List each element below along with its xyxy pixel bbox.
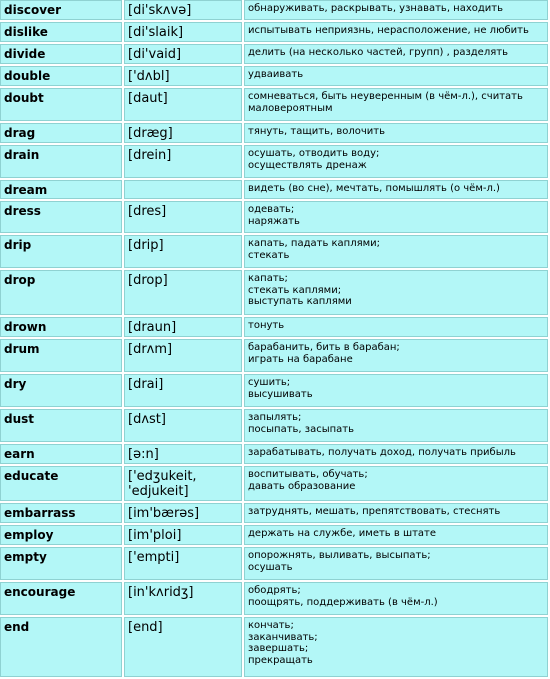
transcription-cell: [dres] (124, 201, 242, 233)
word-cell: encourage (0, 582, 122, 615)
word-cell: drip (0, 235, 122, 268)
transcription-cell: [drein] (124, 145, 242, 178)
translation-cell (244, 44, 548, 64)
table-row (0, 22, 548, 42)
translation-cell (244, 466, 548, 501)
translation-line: воспитывать, обучать; (248, 469, 368, 480)
transcription-cell: ['dʌbl] (124, 66, 242, 86)
translation-line: выступать каплями (248, 296, 352, 307)
word-cell: discover (0, 0, 122, 20)
translation-cell (244, 525, 548, 545)
translation-cell (244, 201, 548, 233)
word-cell: educate (0, 466, 122, 501)
word-cell: dust (0, 409, 122, 442)
table-row (0, 466, 548, 501)
translation-cell (244, 409, 548, 442)
table-row (0, 317, 548, 337)
transcription-line: ['edʒukeit, (128, 469, 197, 484)
translation-line: зарабатывать, получать доход, получать прибыль (248, 447, 516, 458)
transcription-cell: [ə:n] (124, 444, 242, 464)
word-cell: employ (0, 525, 122, 545)
transcription-cell (124, 180, 242, 199)
transcription-cell: [di'skʌvə] (124, 0, 242, 20)
translation-line: поощрять, поддерживать (в чём-л.) (248, 596, 438, 608)
translation-cell (244, 547, 548, 580)
transcription-cell: [im'bærəs] (124, 503, 242, 523)
translation-cell (244, 582, 548, 615)
table-row (0, 66, 548, 86)
translation-line: завершать; (248, 643, 309, 654)
word-cell: embarrass (0, 503, 122, 523)
word-cell: drag (0, 123, 122, 143)
table-row (0, 201, 548, 233)
translation-cell (244, 0, 548, 20)
translation-line: капать, падать каплями; (248, 238, 381, 249)
translation-line: осушать, отводить воду; (248, 148, 380, 159)
translation-cell (244, 180, 548, 199)
translation-cell (244, 270, 548, 315)
word-cell: double (0, 66, 122, 86)
word-cell: divide (0, 44, 122, 64)
translation-line: испытывать неприязнь, нерасположение, не любить (248, 25, 529, 36)
transcription-cell: [drai] (124, 374, 242, 407)
transcription-cell: [drip] (124, 235, 242, 268)
translation-line: затруднять, мешать, препятствовать, стеснять (248, 506, 501, 517)
word-cell: end (0, 617, 122, 677)
transcription-line: 'edjukeit] (128, 484, 189, 499)
table-row (0, 503, 548, 523)
transcription-cell: ['empti] (124, 547, 242, 580)
transcription-cell (124, 466, 242, 501)
transcription-cell: [draun] (124, 317, 242, 337)
translation-cell (244, 444, 548, 464)
translation-line: опорожнять, выливать, высыпать; (248, 550, 431, 561)
transcription-cell: [dʌst] (124, 409, 242, 442)
translation-line: играть на барабане (248, 353, 353, 365)
translation-line: барабанить, бить в барабан; (248, 342, 400, 353)
word-cell: earn (0, 444, 122, 464)
table-row (0, 88, 548, 121)
translation-line: капать; (248, 273, 288, 284)
table-row (0, 235, 548, 268)
translation-cell (244, 123, 548, 143)
translation-line: маловероятным (248, 102, 333, 114)
word-cell: dry (0, 374, 122, 407)
translation-line: стекать каплями; (248, 284, 342, 296)
translation-line: тянуть, тащить, волочить (248, 126, 385, 137)
table-row (0, 270, 548, 315)
translation-line: кончать; (248, 620, 294, 631)
table-row (0, 444, 548, 464)
translation-line: стекать (248, 249, 290, 261)
translation-line: высушивать (248, 388, 313, 400)
word-cell: doubt (0, 88, 122, 121)
table-row (0, 180, 548, 199)
transcription-cell: [dræg] (124, 123, 242, 143)
translation-line: сушить; (248, 377, 291, 388)
word-cell: drown (0, 317, 122, 337)
transcription-cell: [di'vaid] (124, 44, 242, 64)
translation-line: заканчивать; (248, 631, 318, 643)
table-row (0, 617, 548, 677)
translation-cell (244, 617, 548, 677)
translation-cell (244, 503, 548, 523)
transcription-cell: [im'ploi] (124, 525, 242, 545)
table-row (0, 339, 548, 372)
translation-line: тонуть (248, 320, 285, 331)
word-cell: dress (0, 201, 122, 233)
word-cell: dislike (0, 22, 122, 42)
translation-cell (244, 88, 548, 121)
transcription-cell: [in'kʌridʒ] (124, 582, 242, 615)
translation-line: давать образование (248, 480, 356, 492)
translation-line: ободрять; (248, 585, 301, 596)
word-cell: dream (0, 180, 122, 199)
translation-cell (244, 66, 548, 86)
translation-line: видеть (во сне), мечтать, помышлять (о чём-л.) (248, 183, 500, 194)
table-row (0, 374, 548, 407)
translation-line: посыпать, засыпать (248, 423, 355, 435)
transcription-cell: [drop] (124, 270, 242, 315)
translation-line: одевать; (248, 204, 295, 215)
transcription-cell: [drʌm] (124, 339, 242, 372)
table-row (0, 0, 548, 20)
translation-line: удваивать (248, 69, 304, 80)
table-row (0, 582, 548, 615)
table-row (0, 547, 548, 580)
translation-cell (244, 235, 548, 268)
translation-line: осуществлять дренаж (248, 159, 367, 171)
word-cell: drain (0, 145, 122, 178)
word-cell: drum (0, 339, 122, 372)
translation-cell (244, 145, 548, 178)
translation-line: прекращать (248, 654, 313, 666)
translation-cell (244, 317, 548, 337)
table-row (0, 145, 548, 178)
transcription-cell: [daut] (124, 88, 242, 121)
table-row (0, 409, 548, 442)
transcription-cell: [di'slaik] (124, 22, 242, 42)
translation-cell (244, 374, 548, 407)
translation-line: сомневаться, быть неуверенным (в чём-л.), считать (248, 91, 523, 102)
transcription-cell: [end] (124, 617, 242, 677)
translation-cell (244, 22, 548, 42)
translation-line: делить (на несколько частей, групп) , разделять (248, 47, 508, 58)
translation-line: обнаруживать, раскрывать, узнавать, находить (248, 3, 504, 14)
translation-line: запылять; (248, 412, 302, 423)
word-cell: empty (0, 547, 122, 580)
table-row (0, 525, 548, 545)
translation-line: наряжать (248, 215, 300, 227)
translation-cell (244, 339, 548, 372)
table-row (0, 123, 548, 143)
table-row (0, 44, 548, 64)
translation-line: осушать (248, 561, 293, 573)
word-cell: drop (0, 270, 122, 315)
translation-line: держать на службе, иметь в штате (248, 528, 437, 539)
